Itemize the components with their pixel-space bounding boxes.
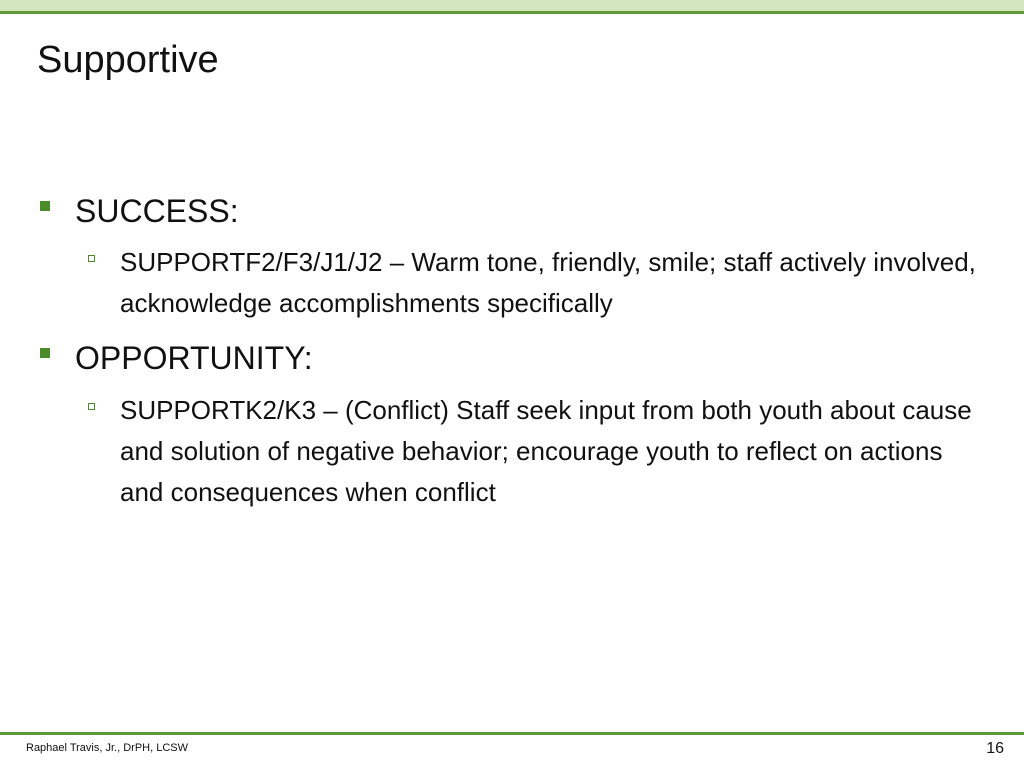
hollow-square-bullet-icon	[88, 255, 95, 262]
slide-number: 16	[986, 740, 1004, 757]
footer-author: Raphael Travis, Jr., DrPH, LCSW	[26, 742, 188, 754]
square-bullet-icon	[40, 348, 50, 358]
hollow-square-bullet-icon	[88, 403, 95, 410]
bottom-divider-line	[0, 732, 1024, 735]
bullet-heading-opportunity: OPPORTUNITY:	[75, 340, 313, 376]
bullet-heading-success: SUCCESS:	[75, 193, 239, 229]
bullet-detail-opportunity: SUPPORTK2/K3 – (Conflict) Staff seek input from both youth about cause and solution of negative behavior; encourage youth to reflect on actions and consequences when conflict	[120, 395, 972, 507]
bullet-detail-success: SUPPORTF2/F3/J1/J2 – Warm tone, friendly, smile; staff actively involved, acknowledge accomplishments specifically	[120, 247, 976, 318]
square-bullet-icon	[40, 201, 50, 211]
slide-title: Supportive	[37, 39, 219, 81]
